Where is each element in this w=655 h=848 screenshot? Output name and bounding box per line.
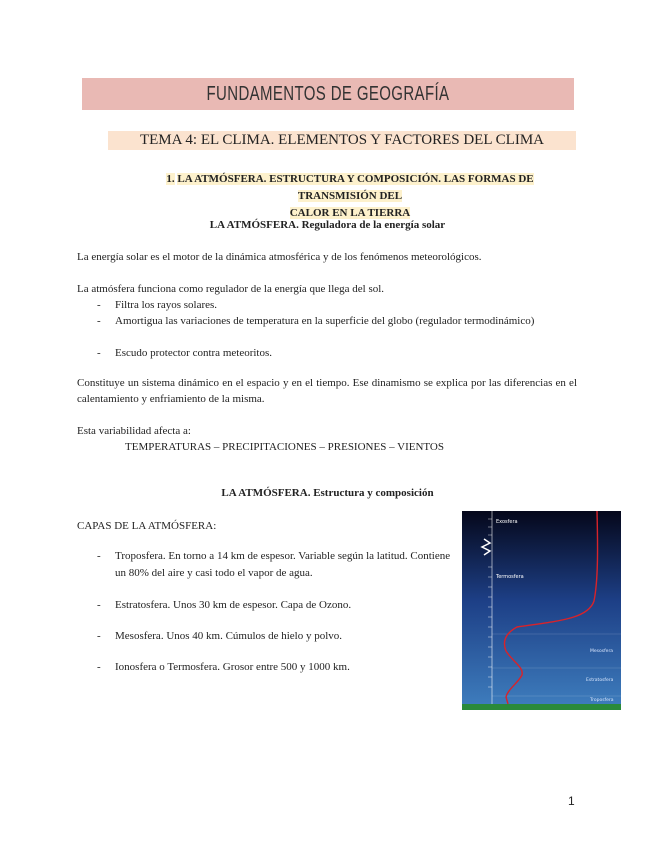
capa-item (97, 628, 462, 645)
capa-text: Estratosfera. Unos 30 km de espesor. Capa de Ozono. (115, 599, 352, 611)
bullet-dash: - (97, 299, 101, 311)
document-title: FUNDAMENTOS DE GEOGRAFÍA (206, 82, 450, 105)
bullet-item (97, 297, 577, 313)
paragraph-dynamics: Constituye un sistema dinámico en el espacio y en el tiempo. Ese dinamismo se explica por las diferencias en el calentamiento y enfriamiento de la misma. (77, 377, 577, 405)
label-estratosfera: Estratosfera (586, 678, 614, 683)
capa-item (97, 597, 462, 614)
bullet-dash: - (97, 550, 101, 562)
capa-item (97, 659, 462, 676)
bullet-item (97, 345, 577, 361)
section-title-line1: LA ATMÓSFERA. ESTRUCTURA Y COMPOSICIÓN. LAS FORMAS DE TRANSMISIÓN DEL (177, 173, 534, 202)
capa-text: Mesosfera. Unos 40 km. Cúmulos de hielo y polvo. (115, 630, 343, 642)
bullet-dash: - (97, 661, 101, 673)
subheading-regulator: LA ATMÓSFERA. Reguladora de la energía solar (209, 219, 446, 231)
bullet-dash: - (97, 630, 101, 642)
section-title-line2: CALOR EN LA TIERRA (289, 207, 411, 219)
document-title-banner (82, 78, 574, 110)
bullet-dash: - (97, 599, 101, 611)
capa-item (97, 548, 462, 582)
capa-text: Ionosfera o Termosfera. Grosor entre 500 y 1000 km. (115, 661, 350, 673)
bullet-dash: - (97, 315, 101, 327)
bullet-text: Escudo protector contra meteoritos. (115, 347, 273, 359)
paragraph-regulator: La atmósfera funciona como regulador de la energía que llega del sol. (77, 283, 385, 295)
paragraph-energy: La energía solar es el motor de la dinámica atmosférica y de los fenómenos meteorológicos. (77, 251, 482, 263)
bullet-text: Amortigua las variaciones de temperatura en la superficie del globo (regulador termodinámico) (115, 315, 535, 327)
ground-strip (462, 704, 621, 710)
capas-label: CAPAS DE LA ATMÓSFERA: (77, 520, 217, 532)
capa-text: Troposfera. En torno a 14 km de espesor. Variable según la latitud. Contiene un 80% del aire y casi todo el vapor de agua. (115, 550, 451, 579)
label-troposfera: Troposfera (590, 698, 614, 703)
page-number: 1 (568, 794, 575, 808)
label-exosfera: Exosfera (496, 519, 518, 525)
bullet-item (97, 313, 577, 329)
tema-heading: TEMA 4: EL CLIMA. ELEMENTOS Y FACTORES DEL CLIMA (108, 131, 576, 150)
label-termosfera: Termosfera (496, 574, 524, 580)
label-mesosfera: Mesosfera (590, 649, 614, 654)
variables-list: TEMPERATURAS – PRECIPITACIONES – PRESIONES – VIENTOS (125, 441, 444, 453)
bullet-text: Filtra los rayos solares. (115, 299, 218, 311)
atmosphere-layers-diagram (462, 511, 621, 710)
paragraph-variability: Esta variabilidad afecta a: (77, 425, 191, 437)
bullet-dash: - (97, 347, 101, 359)
section-number: 1. (166, 173, 175, 185)
subheading-structure: LA ATMÓSFERA. Estructura y composición (221, 487, 434, 499)
section-heading (130, 171, 570, 222)
